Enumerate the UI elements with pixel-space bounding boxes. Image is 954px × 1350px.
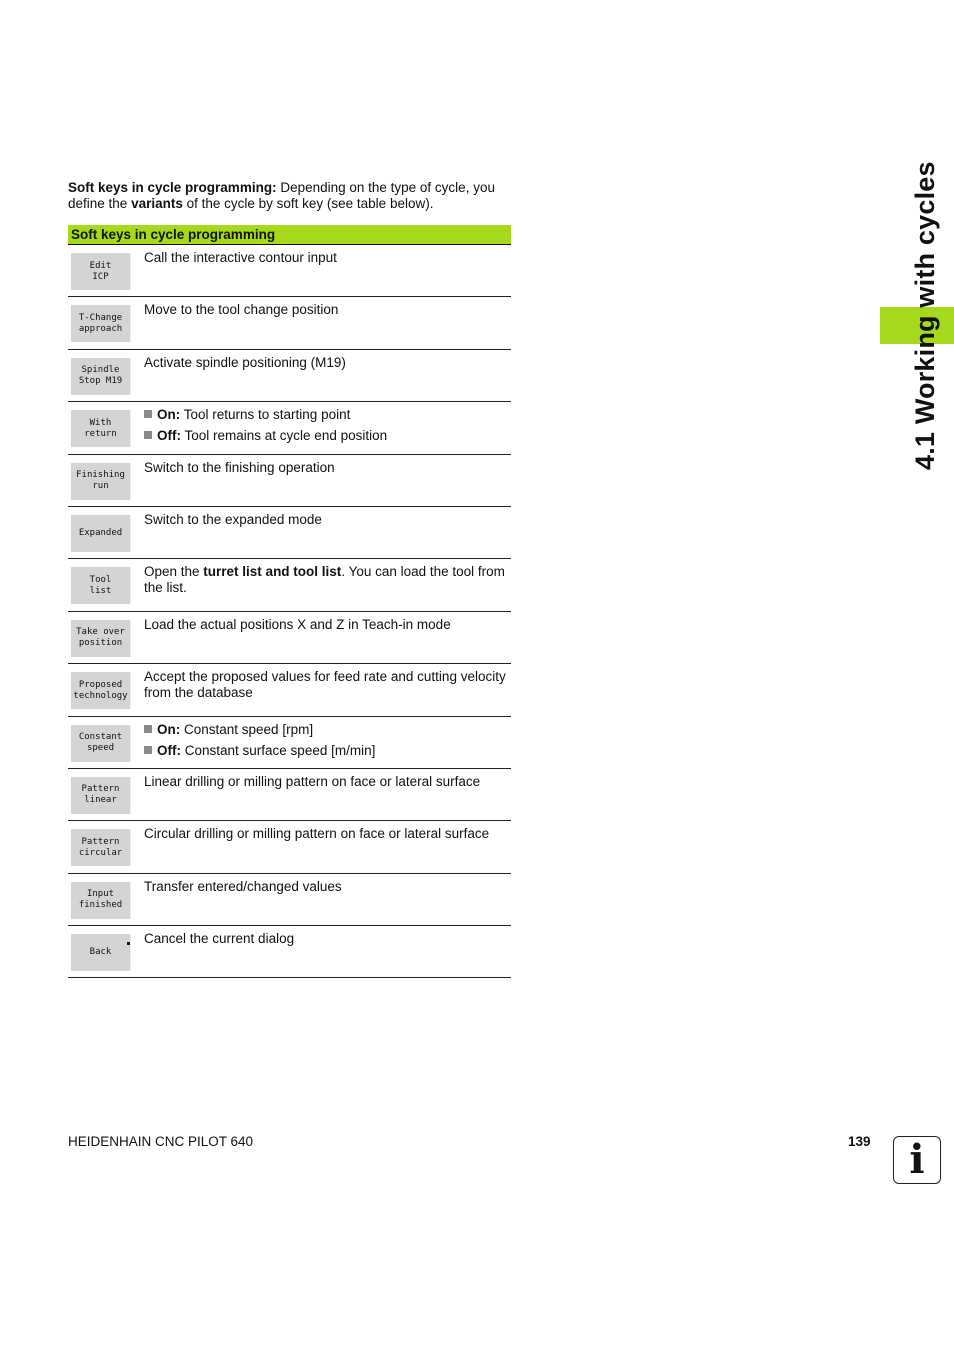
info-icon: i <box>893 1136 941 1184</box>
intro-lead: Soft keys in cycle programming: <box>68 180 277 195</box>
softkey-pattern-circular[interactable]: Pattern circular <box>71 829 131 866</box>
softkey-table <box>68 225 511 978</box>
row-description <box>144 722 512 764</box>
softkey-tool-list[interactable]: Tool list <box>71 567 131 604</box>
on-label: On: <box>157 407 181 423</box>
table-row <box>68 507 511 559</box>
table-row <box>68 717 511 769</box>
row-description: Cancel the current dialog <box>144 931 295 947</box>
table-row <box>68 559 511 611</box>
softkey-edit-icp[interactable]: Edit ICP <box>71 253 131 290</box>
table-row <box>68 455 511 507</box>
row-description: Circular drilling or milling pattern on face or lateral surface <box>144 826 490 842</box>
bullet-on <box>144 407 512 423</box>
bullet-on <box>144 722 512 738</box>
softkey-t-change-approach[interactable]: T-Change approach <box>71 305 131 342</box>
softkey-input-finished[interactable]: Input finished <box>71 882 131 919</box>
intro-text-1: Depending on the type of cycle, you define the <box>68 180 495 211</box>
softkey-constant-speed[interactable]: Constant speed <box>71 725 131 762</box>
table-row <box>68 664 511 716</box>
row-description <box>144 407 512 449</box>
table-row <box>68 821 511 873</box>
off-label: Off: <box>157 742 181 758</box>
row-description <box>144 564 512 596</box>
table-row <box>68 350 511 402</box>
on-text: Tool returns to starting point <box>180 407 351 423</box>
table-row <box>68 297 511 349</box>
bullet-off <box>144 743 512 759</box>
bullet-square-icon <box>144 431 152 439</box>
row-description: Call the interactive contour input <box>144 250 337 265</box>
table-row <box>68 769 511 821</box>
on-text: Constant speed [rpm] <box>180 721 314 737</box>
softkey-pattern-linear[interactable]: Pattern linear <box>71 777 131 814</box>
softkey-proposed-technology[interactable]: Proposed technology <box>71 672 131 709</box>
chapter-title: 4.1 Working with cycles <box>910 161 940 470</box>
softkey-back[interactable]: Back <box>71 934 131 971</box>
bullet-square-icon <box>144 746 152 754</box>
row-description: Switch to the finishing operation <box>144 459 335 475</box>
row-description: Load the actual positions X and Z in Teach-in mode <box>144 616 451 632</box>
bullet-square-icon <box>144 410 152 418</box>
off-text: Constant surface speed [m/min] <box>181 742 376 758</box>
softkey-take-over-position[interactable]: Take over position <box>71 620 131 657</box>
table-row <box>68 245 511 297</box>
bullet-off <box>144 428 512 444</box>
table-row <box>68 612 511 664</box>
row-description: Accept the proposed values for feed rate and cutting velocity from the database <box>144 669 506 701</box>
intro-text-2: of the cycle by soft key (see table below). <box>182 196 434 211</box>
desc-pre: Open the <box>144 564 204 580</box>
softkey-spindle-stop-m19[interactable]: Spindle Stop M19 <box>71 358 131 395</box>
off-label: Off: <box>157 428 181 444</box>
table-row <box>68 874 511 926</box>
row-description: Switch to the expanded mode <box>144 511 322 527</box>
softkey-finishing-run[interactable]: Finishing run <box>71 463 131 500</box>
row-description: Linear drilling or milling pattern on face or lateral surface <box>144 773 481 789</box>
footer-product: HEIDENHAIN CNC PILOT 640 <box>68 1134 254 1149</box>
table-header: Soft keys in cycle programming <box>68 225 511 245</box>
row-description: Activate spindle positioning (M19) <box>144 354 346 370</box>
softkey-with-return[interactable]: With return <box>71 410 131 447</box>
off-text: Tool remains at cycle end position <box>181 428 388 444</box>
page-number: 139 <box>848 1134 871 1149</box>
desc-post: . You can load the tool from the list. <box>144 564 505 596</box>
bullet-square-icon <box>144 725 152 733</box>
desc-bold: turret list and tool list <box>203 564 342 580</box>
softkey-expanded[interactable]: Expanded <box>71 515 131 552</box>
row-description: Move to the tool change position <box>144 302 339 318</box>
table-row <box>68 402 511 454</box>
corner-mark-icon <box>127 942 130 945</box>
intro-variants: variants <box>131 196 183 211</box>
intro-paragraph <box>68 180 518 212</box>
row-description: Transfer entered/changed values <box>144 878 342 894</box>
table-row <box>68 926 511 978</box>
on-label: On: <box>157 721 181 737</box>
